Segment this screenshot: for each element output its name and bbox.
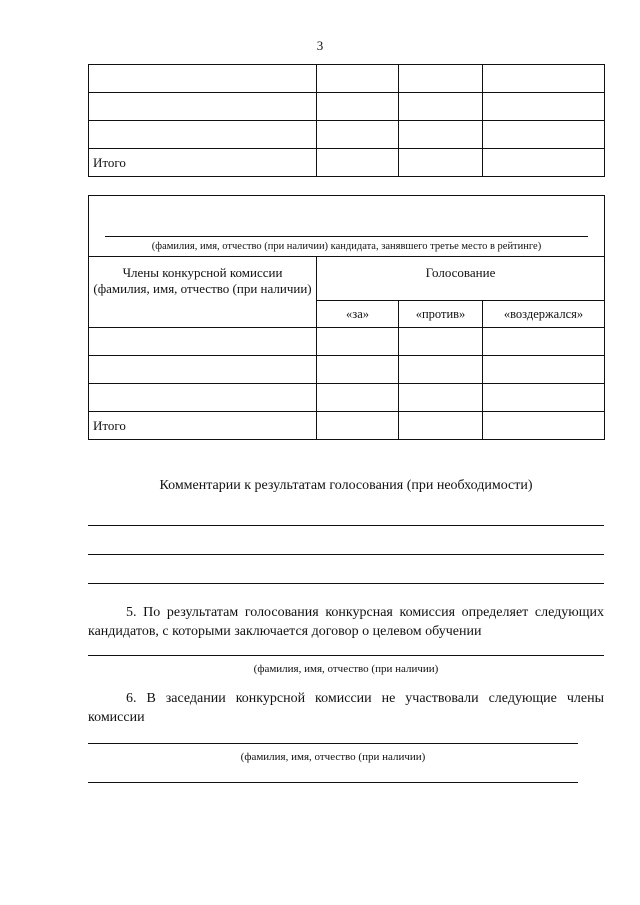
table-cell (399, 328, 483, 356)
table-row (89, 356, 605, 384)
section-5-text: 5. По результатам голосования конкурсная комиссия определяет следующих кандидатов, с которыми заключается договор о целевом обучении (88, 605, 604, 639)
table-cell (483, 65, 605, 93)
table-cell (317, 412, 399, 440)
table-cell (399, 65, 483, 93)
candidate-cell (89, 196, 605, 257)
table-cell (89, 328, 317, 356)
table-row-total (89, 412, 605, 440)
table-cell (89, 384, 317, 412)
table-row (89, 121, 605, 149)
table-cell (89, 356, 317, 384)
table-cell (399, 93, 483, 121)
section-6-caption: (фамилия, имя, отчество (при наличии) (240, 751, 426, 763)
candidate-row (89, 196, 605, 257)
candidates-line (88, 655, 604, 656)
comments-title: Комментарии к результатам голосования (при необходимости) (159, 478, 533, 493)
table-cell (317, 93, 399, 121)
table-cell (317, 149, 399, 177)
table-cell (483, 356, 605, 384)
vote-for-header: «за» (317, 301, 399, 328)
table-cell (89, 93, 317, 121)
comment-line (88, 583, 604, 584)
section-5-caption: (фамилия, имя, отчество (при наличии) (253, 663, 439, 675)
header-row (89, 257, 605, 301)
vote-header: Голосование (317, 257, 605, 301)
table-cell (89, 121, 317, 149)
total-label: Итого (89, 149, 317, 177)
table-cell (483, 328, 605, 356)
table-cell (483, 384, 605, 412)
table-cell (483, 412, 605, 440)
comment-line (88, 525, 604, 526)
table-cell (89, 65, 317, 93)
vote-abstain-header: «воздержался» (483, 301, 605, 328)
table-cell (399, 121, 483, 149)
table-cell (399, 412, 483, 440)
table-row (89, 65, 605, 93)
table-row-total (89, 149, 605, 177)
absent-members-line (88, 782, 578, 783)
table-cell (399, 356, 483, 384)
table-cell (399, 384, 483, 412)
voting-table-third-place (88, 195, 605, 440)
candidate-caption: (фамилия, имя, отчество (при наличии) кандидата, занявшего третье место в рейтинге) (151, 241, 542, 252)
table-cell (483, 121, 605, 149)
table-cell (317, 328, 399, 356)
results-table-top (88, 64, 605, 177)
table-cell (483, 149, 605, 177)
table-cell (317, 121, 399, 149)
vote-against-header: «против» (399, 301, 483, 328)
total-label: Итого (89, 412, 317, 440)
table-cell (317, 384, 399, 412)
absent-members-line (88, 743, 578, 744)
page-number: 3 (316, 38, 324, 53)
section-6-text: 6. В заседании конкурсной комиссии не участвовали следующие члены комиссии (88, 691, 604, 725)
table-cell (317, 65, 399, 93)
table-row (89, 384, 605, 412)
table-cell (317, 356, 399, 384)
table-row (89, 93, 605, 121)
members-header: Члены конкурсной комиссии (фамилия, имя, отчество (при наличии) (89, 257, 317, 328)
table-cell (483, 93, 605, 121)
table-cell (399, 149, 483, 177)
table-row (89, 328, 605, 356)
candidate-name-line (105, 236, 588, 237)
comment-line (88, 554, 604, 555)
